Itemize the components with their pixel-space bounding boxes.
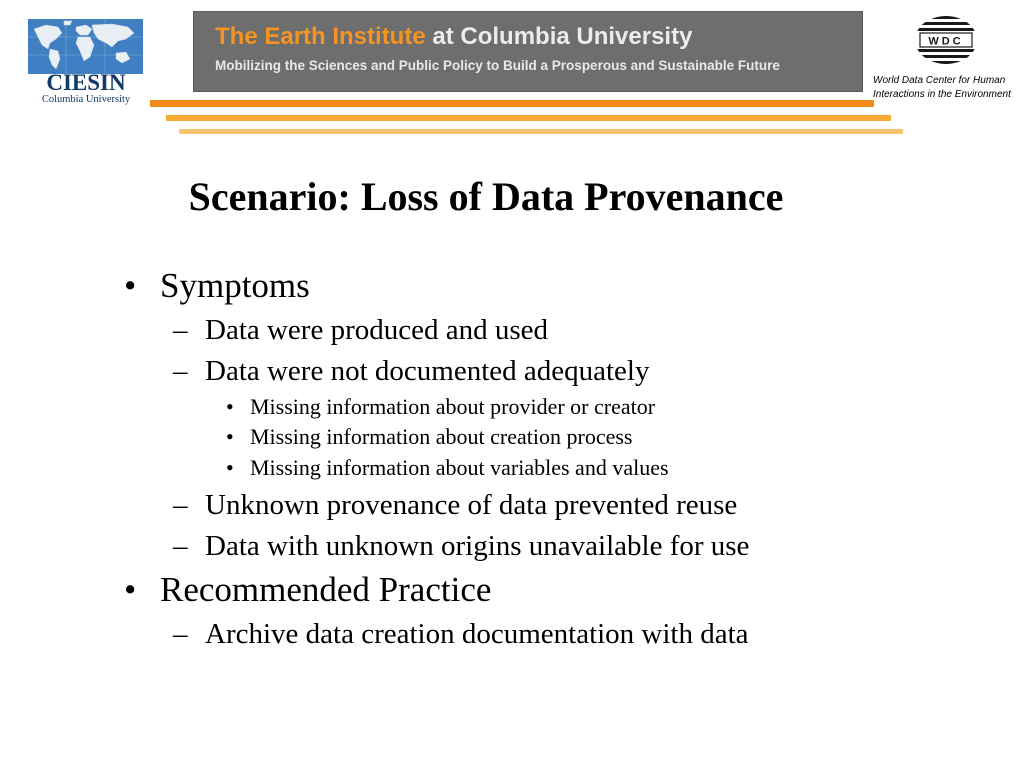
sub-sub-bullet-process: Missing information about creation process [250, 424, 633, 449]
wdc-globe-icon [906, 14, 986, 70]
ciesin-subtitle: Columbia University [41, 94, 131, 105]
banner-title-rest: at Columbia University [432, 23, 693, 50]
sub-sub-bullet-provider: Missing information about provider or creator [250, 394, 656, 419]
banner-title [215, 22, 692, 52]
bullet-marker: • [226, 424, 234, 449]
dash-marker: – [173, 314, 188, 346]
header-rule-2 [166, 115, 891, 121]
slide-title: Scenario: Loss of Data Provenance [188, 174, 784, 219]
ciesin-wordmark: CIESIN [46, 70, 126, 95]
sub-bullet-unknown-provenance: Unknown provenance of data prevented reuse [205, 489, 738, 521]
banner-title-highlight: The Earth Institute [215, 23, 426, 50]
earth-institute-banner [193, 11, 863, 92]
bullet-marker: • [226, 455, 234, 480]
world-map-icon [28, 19, 143, 74]
dash-marker: – [173, 489, 188, 521]
dash-marker: – [173, 618, 188, 650]
bullet-marker: • [124, 266, 137, 305]
wdc-letters: WDC [928, 35, 964, 48]
ciesin-logo [24, 16, 148, 105]
header-rule-3 [179, 129, 903, 134]
sub-bullet-unknown-origins: Data with unknown origins unavailable for use [205, 530, 750, 562]
dash-marker: – [173, 530, 188, 562]
dash-marker: – [173, 355, 188, 387]
wdc-caption [873, 74, 1023, 102]
sub-sub-bullet-variables: Missing information about variables and values [250, 455, 669, 480]
header-rule-1 [150, 100, 874, 107]
sub-bullet-archive: Archive data creation documentation with data [205, 618, 749, 650]
wdc-caption-line1: World Data Center for Human [873, 75, 1006, 86]
bullet-marker: • [124, 570, 137, 609]
sub-bullet-not-documented: Data were not documented adequately [205, 355, 650, 387]
bullet-recommended-practice: Recommended Practice [160, 570, 492, 609]
wdc-caption-line2: Interactions in the Environment [873, 89, 1011, 100]
banner-tagline: Mobilizing the Sciences and Public Policy to Build a Prosperous and Sustainable Future [215, 58, 780, 73]
bullet-marker: • [226, 394, 234, 419]
bullet-symptoms: Symptoms [160, 266, 310, 305]
sub-bullet-produced: Data were produced and used [205, 314, 549, 346]
